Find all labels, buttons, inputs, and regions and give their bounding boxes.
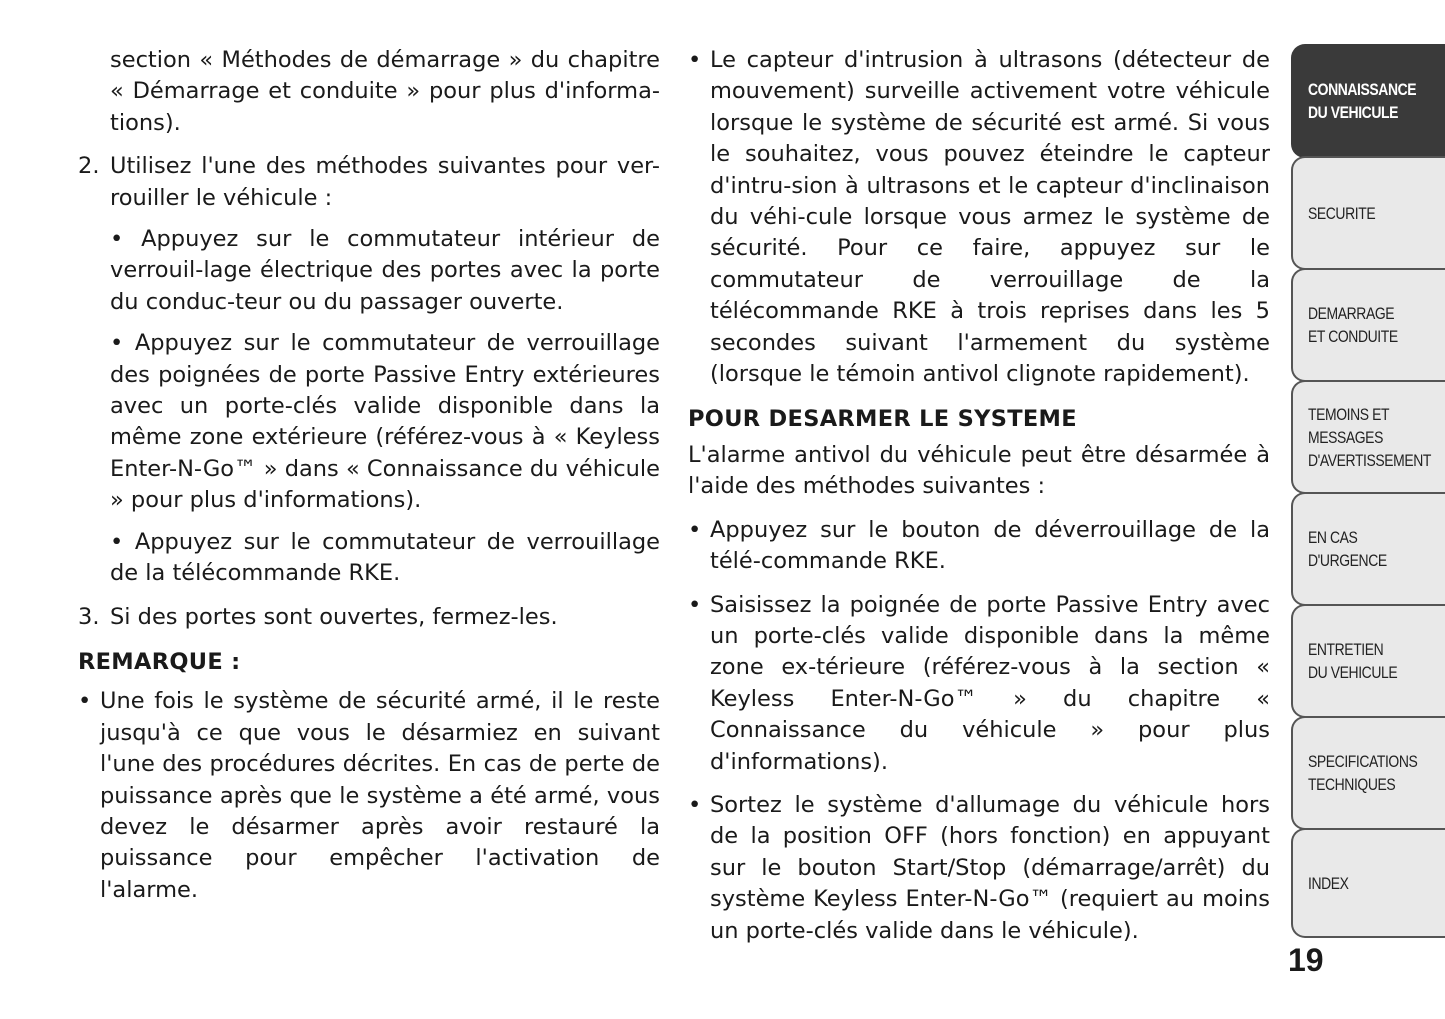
section-heading: POUR DESARMER LE SYSTEME bbox=[688, 406, 1077, 433]
step-3 bbox=[78, 602, 660, 633]
bullet-mark: • bbox=[688, 516, 702, 543]
tab-index[interactable] bbox=[1291, 828, 1445, 938]
tab-label: ENTRETIEN DU VEHICULE bbox=[1308, 640, 1398, 682]
step-text: Si des portes sont ouvertes, fermez-les. bbox=[110, 603, 558, 630]
tab-label: EN CAS D'URGENCE bbox=[1308, 528, 1387, 570]
right-column bbox=[688, 45, 1270, 947]
continued-paragraph: section « Méthodes de démarrage » du chapitre « Démarrage et conduite » pour plus d'informa-tions). bbox=[110, 47, 660, 136]
tab-label: SPECIFICATIONS TECHNIQUES bbox=[1308, 752, 1418, 794]
tab-connaissance-du-vehicule[interactable] bbox=[1291, 44, 1445, 158]
step-number: 2. bbox=[78, 153, 100, 180]
step-number: 3. bbox=[78, 603, 100, 630]
bullet-item-sensor bbox=[688, 45, 1270, 390]
remark-heading: REMARQUE : bbox=[78, 648, 241, 675]
step-text: Utilisez l'une des méthodes suivantes pour ver-rouiller le véhicule : bbox=[110, 153, 660, 211]
bullet-item-ignition bbox=[688, 790, 1270, 947]
bullet-text: Appuyez sur le bouton de déverrouillage de la télé-commande RKE. bbox=[710, 516, 1270, 575]
bullet-text: Saisissez la poignée de porte Passive Entry avec un porte-clés valide disponible dans la même zone ex-térieure (référez-vous à la section « Keyless Enter-N-Go™ » du chapitre « Connaissance du véhicule » pour plus d'informations). bbox=[710, 591, 1270, 775]
bullet-mark: • bbox=[688, 791, 702, 818]
bullet-item-handle bbox=[688, 590, 1270, 778]
tab-specifications-techniques[interactable] bbox=[1291, 716, 1445, 830]
bullet-text: Le capteur d'intrusion à ultrasons (détecteur de mouvement) surveille activement votre véhicule lorsque le système de sécurité est armé. Si vous le souhaitez, vous pouvez éteindre le capteur d'intru-sion à ultrasons et le capteur d'inclinaison du véhi-cule lorsque vous armez le système de sécurité. Pour ce faire, appuyez sur le commutateur de verrouillage de la télécommande RKE à trois reprises dans les 5 secondes suivant l'armement du système (lorsque le témoin antivol clignote rapidement). bbox=[710, 47, 1270, 388]
bullet-mark: • bbox=[78, 688, 92, 715]
bullet-item-unlock bbox=[688, 515, 1270, 578]
tab-entretien-du-vehicule[interactable] bbox=[1291, 604, 1445, 718]
tab-label: CONNAISSANCE DU VEHICULE bbox=[1308, 80, 1417, 122]
tab-en-cas-d-urgence[interactable] bbox=[1291, 492, 1445, 606]
bullet-mark: • bbox=[688, 47, 702, 73]
step-2-sub-1: • Appuyez sur le commutateur intérieur de verrouil-lage électrique des portes avec la porte du conduc-teur ou du passager ouverte. bbox=[110, 226, 660, 315]
tab-temoins-et-messages[interactable] bbox=[1291, 380, 1445, 494]
remark-bullet-item bbox=[78, 686, 660, 906]
tab-label: INDEX bbox=[1308, 873, 1349, 893]
intro-paragraph: L'alarme antivol du véhicule peut être désarmée à l'aide des méthodes suivantes : bbox=[688, 441, 1270, 500]
tab-label: SECURITE bbox=[1308, 203, 1376, 223]
tab-demarrage-et-conduite[interactable] bbox=[1291, 268, 1445, 382]
tab-label: DEMARRAGE ET CONDUITE bbox=[1308, 304, 1398, 346]
bullet-mark: • bbox=[688, 591, 702, 618]
step-2-sub-2: • Appuyez sur le commutateur de verrouillage des poignées de porte Passive Entry extérieures avec un porte-clés valide disponible dans la même zone extérieure (référez-vous à « Keyless Enter-N-Go™ » dans « Connaissance du véhicule » pour plus d'informations). bbox=[110, 330, 660, 514]
step-2 bbox=[78, 151, 660, 214]
remark-text: Une fois le système de sécurité armé, il le reste jusqu'à ce que vous le désarmiez en suivant l'une des procédures décrites. En cas de perte de puissance après que le système a été armé, vous devez le désarmer après avoir restauré la puissance pour empêcher l'activation de l'alarme. bbox=[100, 688, 660, 903]
bullet-text: Sortez le système d'allumage du véhicule hors de la position OFF (hors fonction) en appuyant sur le bouton Start/Stop (démarrage/arrêt) du système Keyless Enter-N-Go™ (requiert au moins un porte-clés valide dans le véhicule). bbox=[710, 791, 1270, 944]
step-2-sub-3: • Appuyez sur le commutateur de verrouillage de la télécommande RKE. bbox=[110, 528, 660, 587]
tab-label: TEMOINS ET MESSAGES D'AVERTISSEMENT bbox=[1308, 404, 1432, 470]
left-column bbox=[78, 45, 660, 906]
page-number: 19 bbox=[1288, 942, 1324, 978]
tab-securite[interactable] bbox=[1291, 156, 1445, 270]
